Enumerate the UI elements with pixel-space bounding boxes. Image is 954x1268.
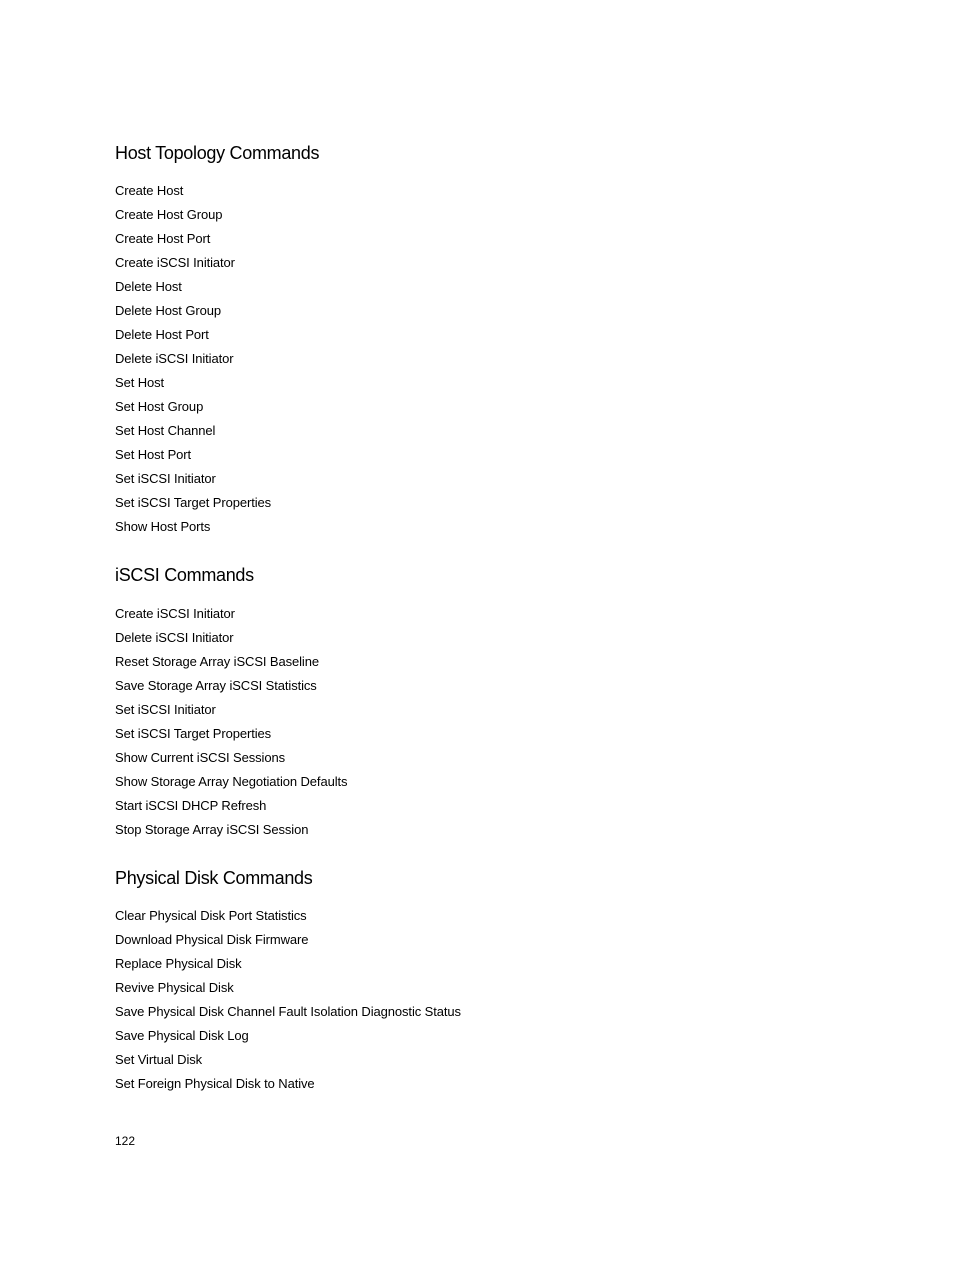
list-item: Create Host — [115, 183, 184, 198]
list-item: Delete Host Port — [115, 327, 209, 342]
list-item: Set Virtual Disk — [115, 1052, 203, 1067]
section-iscsi-commands — [115, 563, 347, 842]
list-item: Set iSCSI Initiator — [115, 702, 216, 717]
command-list — [115, 602, 347, 842]
list-item: Create iSCSI Initiator — [115, 255, 235, 270]
section-title: Host Topology Commands — [115, 143, 320, 163]
list-item: Set iSCSI Target Properties — [115, 495, 272, 510]
command-list — [115, 179, 319, 539]
list-item: Show Current iSCSI Sessions — [115, 750, 285, 765]
list-item: Replace Physical Disk — [115, 956, 242, 971]
list-item: Reset Storage Array iSCSI Baseline — [115, 654, 319, 669]
list-item: Delete Host Group — [115, 303, 221, 318]
section-title: iSCSI Commands — [115, 565, 254, 585]
list-item: Set Host Group — [115, 399, 204, 414]
list-item: Stop Storage Array iSCSI Session — [115, 822, 309, 837]
list-item: Create iSCSI Initiator — [115, 606, 235, 621]
list-item: Set iSCSI Initiator — [115, 471, 216, 486]
list-item: Set Host — [115, 375, 165, 390]
section-title: Physical Disk Commands — [115, 868, 313, 888]
command-list — [115, 904, 461, 1096]
section-host-topology-commands — [115, 141, 319, 539]
list-item: Show Storage Array Negotiation Defaults — [115, 774, 348, 789]
page-number: 122 — [115, 1134, 136, 1148]
list-item: Set iSCSI Target Properties — [115, 726, 272, 741]
list-item: Create Host Port — [115, 231, 211, 246]
list-item: Set Host Port — [115, 447, 192, 462]
list-item: Create Host Group — [115, 207, 223, 222]
list-item: Revive Physical Disk — [115, 980, 234, 995]
list-item: Delete iSCSI Initiator — [115, 351, 234, 366]
list-item: Save Physical Disk Log — [115, 1028, 249, 1043]
list-item: Delete iSCSI Initiator — [115, 630, 234, 645]
list-item: Save Physical Disk Channel Fault Isolation Diagnostic Status — [115, 1004, 461, 1019]
list-item: Set Foreign Physical Disk to Native — [115, 1076, 315, 1091]
list-item: Download Physical Disk Firmware — [115, 932, 309, 947]
list-item: Set Host Channel — [115, 423, 216, 438]
list-item: Start iSCSI DHCP Refresh — [115, 798, 267, 813]
list-item: Clear Physical Disk Port Statistics — [115, 908, 307, 923]
section-physical-disk-commands — [115, 866, 461, 1096]
list-item: Delete Host — [115, 279, 182, 294]
list-item: Show Host Ports — [115, 519, 211, 534]
list-item: Save Storage Array iSCSI Statistics — [115, 678, 317, 693]
